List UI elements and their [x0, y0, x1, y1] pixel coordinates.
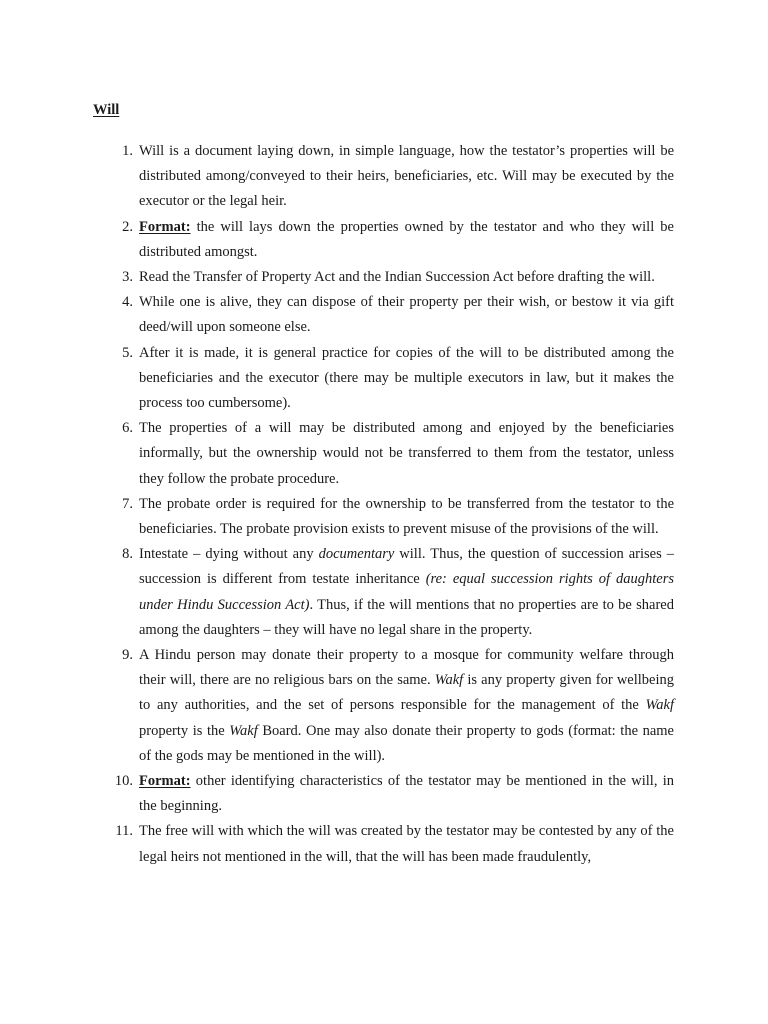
list-item — [122, 643, 675, 769]
format-label: Format: — [139, 773, 191, 790]
item-text: is any property given for wellbeing to any authorities, and the set of persons responsible for the management of the — [139, 672, 675, 714]
list-item — [115, 819, 674, 869]
item-text: Will is a document laying down, in simple language, how the testator’s properties will be distributed among/conveyed to their heirs, beneficiaries, etc. Will may be executed by the executor or the legal heir. — [139, 143, 674, 210]
list-item — [122, 139, 674, 215]
item-text: other identifying characteristics of the testator may be mentioned in the will, in the beginning. — [139, 773, 674, 815]
item-number: 11. — [115, 823, 133, 840]
italic-text: Wakf — [645, 697, 674, 714]
italic-text: documentary — [318, 546, 395, 563]
numbered-list — [114, 139, 675, 870]
item-text: will. Thus, the question of succession arises – succession is different from testate inheritance — [139, 546, 674, 588]
list-item — [122, 492, 674, 542]
item-text: While one is alive, they can dispose of their property per their wish, or bestow it via gift deed/will upon someone else. — [139, 294, 674, 336]
list-item — [122, 542, 674, 643]
list-item — [122, 265, 674, 290]
item-text: The free will with which the will was created by the testator may be contested by any of the legal heirs not mentioned in the will, that the will has been made fraudulently, — [139, 823, 674, 865]
item-number: 6. — [122, 420, 133, 437]
item-text: A Hindu person may donate their property to a mosque for community welfare through their will, there are no religious bars on the same. — [139, 647, 674, 689]
item-text: the will lays down the properties owned by the testator and who they will be distributed amongst. — [139, 218, 674, 260]
item-text: After it is made, it is general practice for copies of the will to be distributed among the beneficiaries and the executor (there may be multiple executors in law, but it makes the process too cumbersome). — [139, 344, 674, 412]
item-text: Read the Transfer of Property Act and the Indian Succession Act before drafting the will. — [139, 269, 655, 286]
item-number: 2. — [122, 218, 133, 235]
item-text: Board. One may also donate their property to gods (format: the name of the gods may be mentioned in the will). — [139, 722, 674, 764]
list-item — [122, 290, 674, 340]
item-text: . Thus, if the will mentions that no properties are to be shared among the daughters – they will have no legal share in the property. — [139, 596, 674, 638]
list-item — [122, 416, 674, 492]
item-number: 9. — [122, 647, 133, 664]
item-number: 10. — [114, 773, 133, 790]
item-number: 4. — [122, 294, 133, 311]
item-number: 3. — [122, 269, 133, 286]
italic-text: (re: equal succession rights of daughters under Hindu Succession Act) — [139, 571, 674, 613]
italic-text: Wakf — [229, 722, 258, 739]
list-item — [122, 341, 674, 417]
item-number: 1. — [122, 143, 133, 159]
item-text: The probate order is required for the ownership to be transferred from the testator to the beneficiaries. The probate provision exists to prevent misuse of the provisions of the will. — [139, 495, 674, 538]
item-number: 8. — [122, 546, 133, 563]
item-text: Intestate – dying without any — [139, 546, 319, 563]
item-number: 5. — [122, 344, 133, 361]
italic-text: Wakf — [434, 672, 464, 689]
item-text: The properties of a will may be distributed among and enjoyed by the beneficiaries informally, but the ownership would not be transferred to them from the testator, unless they follow the probate procedure. — [139, 420, 674, 487]
document-heading: Will — [93, 102, 120, 118]
list-item — [122, 215, 674, 265]
item-text: property is the — [139, 722, 230, 739]
format-label: Format: — [139, 218, 191, 235]
list-item — [114, 769, 674, 819]
item-number: 7. — [122, 495, 133, 512]
